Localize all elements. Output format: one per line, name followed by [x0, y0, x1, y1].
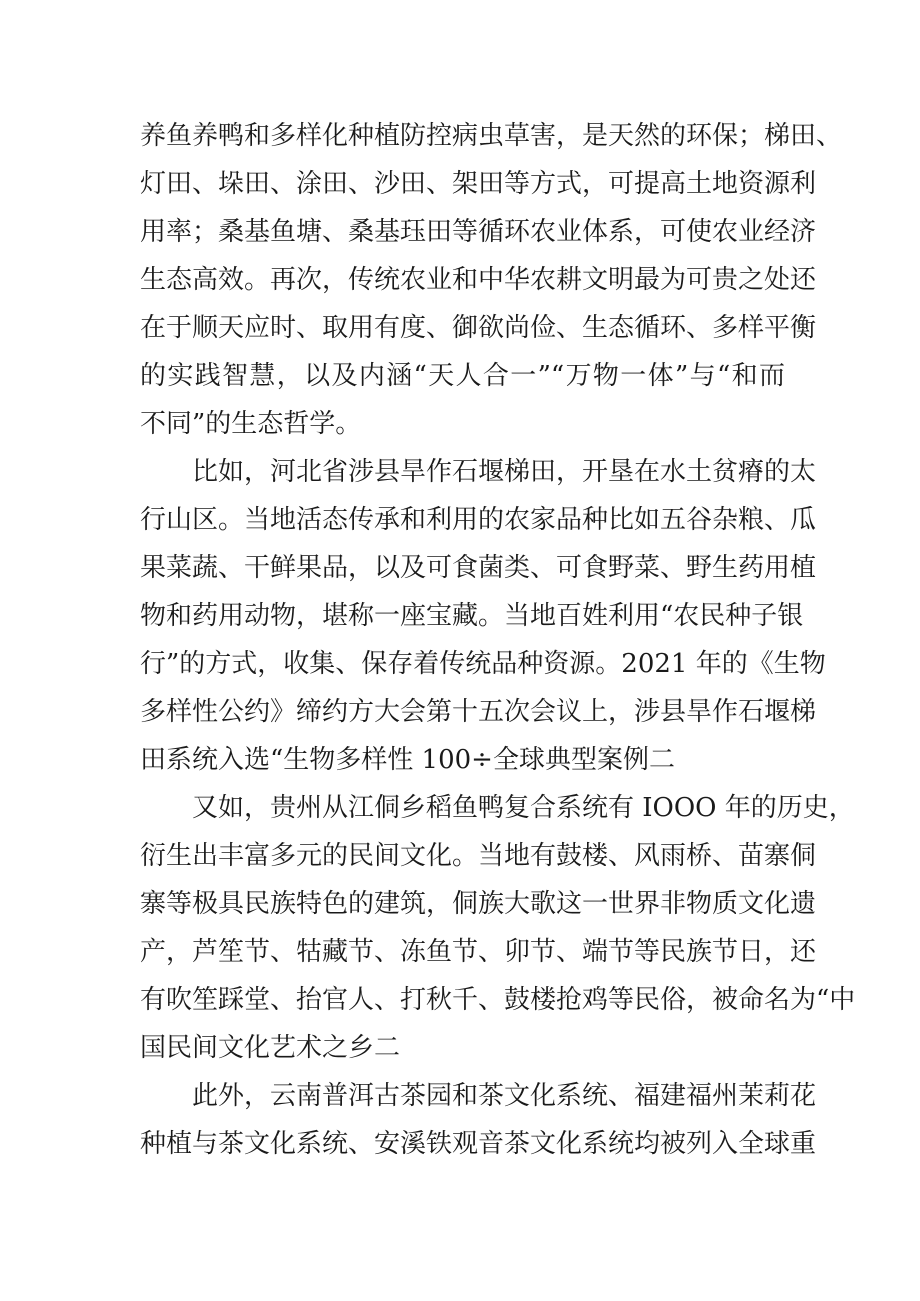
text-line: 用率；桑基鱼塘、桑基珏田等循环农业体系，可使农业经济	[140, 217, 817, 247]
text-line: 行山区。当地活态传承和利用的农家品种比如五谷杂粮、瓜	[140, 505, 817, 535]
text-line: 多样性公约》缔约方大会第十五次会议上，涉县旱作石堰梯	[140, 697, 817, 727]
text-line: 种植与茶文化系统、安溪铁观音茶文化系统均被列入全球重	[140, 1129, 817, 1159]
text-line: 又如，贵州从江侗乡稻鱼鸭复合系统有 IOOO 年的历史，	[192, 793, 855, 823]
text-line: 衍生出丰富多元的民间文化。当地有鼓楼、风雨桥、苗寨侗	[140, 841, 817, 871]
text-line: 产，芦笙节、牯藏节、冻鱼节、卯节、端节等民族节日，还	[140, 937, 817, 967]
text-line: 不同”的生态哲学。	[140, 409, 362, 439]
text-line: 物和药用动物，堪称一座宝藏。当地百姓利用“农民种子银	[140, 601, 804, 631]
text-line: 果菜蔬、干鲜果品，以及可食菌类、可食野菜、野生药用植	[140, 553, 817, 583]
text-line: 行”的方式，收集、保存着传统品种资源。2021 年的《生物	[140, 649, 826, 679]
text-line: 寨等极具民族特色的建筑，侗族大歌这一世界非物质文化遗	[140, 889, 817, 919]
text-line: 养鱼养鸭和多样化种植防控病虫草害，是天然的环保；梯田、	[140, 121, 843, 151]
text-line: 的实践智慧，以及内涵“天人合一”“万物一体”与“和而	[140, 361, 785, 391]
text-line: 比如，河北省涉县旱作石堰梯田，开垦在水土贫瘠的太	[192, 457, 817, 487]
text-line: 国民间文化艺术之乡二	[140, 1033, 401, 1063]
text-line: 田系统入选“生物多样性 100÷全球典型案例二	[140, 745, 675, 775]
text-line: 在于顺天应时、取用有度、御欲尚俭、生态循环、多样平衡	[140, 313, 817, 343]
text-line: 生态高效。再次，传统农业和中华农耕文明最为可贵之处还	[140, 265, 817, 295]
text-line: 有吹笙踩堂、抬官人、打秋千、鼓楼抢鸡等民俗，被命名为“中	[140, 985, 856, 1015]
text-line: 此外，云南普洱古茶园和茶文化系统、福建福州茉莉花	[192, 1081, 817, 1111]
text-line: 灯田、垛田、涂田、沙田、架田等方式，可提高土地资源利	[140, 169, 817, 199]
